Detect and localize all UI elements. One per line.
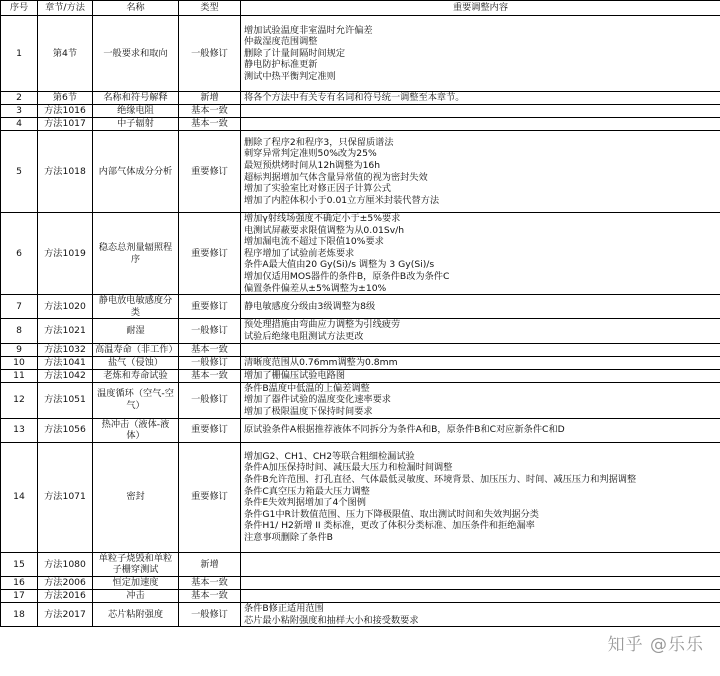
cell-method: 方法1042 <box>38 369 93 382</box>
cell-method: 方法1021 <box>38 319 93 343</box>
table-row <box>1 118 720 131</box>
cell-type: 重要修订 <box>179 295 241 319</box>
content-line: 注意事项删除了条件B <box>244 532 333 543</box>
header-type: 类型 <box>179 1 241 16</box>
watermark: 知乎 @乐乐 <box>607 635 704 655</box>
content-line: 程序增加了试验前老炼要求 <box>244 247 355 259</box>
content-line: 增加了实验室比对修正因子计算公式 <box>244 183 391 195</box>
content-line: 电测试屏蔽要求限值调整为从0.01Sv/h <box>244 224 405 236</box>
table-row <box>1 418 720 442</box>
cell-type: 重要修订 <box>179 213 241 295</box>
header-no: 序号 <box>1 1 38 16</box>
cell-content <box>241 118 720 131</box>
cell-type: 一般修订 <box>179 382 241 418</box>
cell-method: 第6节 <box>38 92 93 105</box>
cell-content <box>241 213 720 295</box>
cell-method: 方法2016 <box>38 589 93 602</box>
cell-content <box>241 576 720 589</box>
cell-no: 3 <box>1 105 38 118</box>
table-row <box>1 131 720 213</box>
content-line: 条件E失效判据增加了4个图例 <box>244 497 366 509</box>
cell-name: 静电放电敏感度分类 <box>93 295 179 319</box>
cell-type: 基本一致 <box>179 576 241 589</box>
cell-name: 老炼和寿命试验 <box>93 369 179 382</box>
content-line: 测试中热平衡判定准则 <box>244 70 336 82</box>
cell-name: 热冲击（液体-液体） <box>93 418 179 442</box>
cell-content <box>241 295 720 319</box>
content-line: 增加了内腔体积小于0.01立方厘米封装代替方法 <box>244 194 440 206</box>
cell-type: 基本一致 <box>179 369 241 382</box>
content-line: 增加G2、CH1、CH2等联合粗细检漏试验 <box>244 450 415 462</box>
cell-name: 耐湿 <box>93 319 179 343</box>
cell-no: 6 <box>1 213 38 295</box>
cell-type: 一般修订 <box>179 319 241 343</box>
cell-name: 绝缘电阻 <box>93 105 179 118</box>
cell-no: 7 <box>1 295 38 319</box>
cell-content <box>241 382 720 418</box>
table-row <box>1 16 720 92</box>
cell-name: 内部气体成分分析 <box>93 131 179 213</box>
cell-method: 方法1020 <box>38 295 93 319</box>
cell-method: 方法1051 <box>38 382 93 418</box>
content-line: 条件H1/ H2新增 II 类标准，更改了体积分类标准、加压条件和拒绝漏率 <box>244 520 535 532</box>
content-line: 条件A最大值由20 Gy(Si)/s 调整为 3 Gy(Si)/s <box>244 259 435 271</box>
content-line: 条件B温度中低温的上偏差调整 <box>244 382 370 394</box>
content-line: 条件A加压保持时间、减压最大压力和检漏时间调整 <box>244 462 453 474</box>
cell-type: 一般修订 <box>179 602 241 626</box>
cell-name: 稳态总剂量辐照程序 <box>93 213 179 295</box>
cell-type: 新增 <box>179 92 241 105</box>
cell-method: 方法1032 <box>38 343 93 356</box>
cell-method: 方法1017 <box>38 118 93 131</box>
content-line: 静电敏感度分级由3级调整为8级 <box>244 300 376 312</box>
cell-name: 名称和符号解释 <box>93 92 179 105</box>
cell-content <box>241 105 720 118</box>
table-row <box>1 369 720 382</box>
table-row <box>1 343 720 356</box>
content-line: 增加漏电流不超过下限值10%要求 <box>244 236 384 248</box>
cell-content <box>241 16 720 92</box>
cell-method: 方法1019 <box>38 213 93 295</box>
cell-content <box>241 92 720 105</box>
content-line: 增加γ射线场强度不确定小于±5%要求 <box>244 213 401 224</box>
content-line: 条件C真空压力箱最大压力调整 <box>244 485 370 497</box>
cell-no: 1 <box>1 16 38 92</box>
cell-no: 16 <box>1 576 38 589</box>
cell-no: 9 <box>1 343 38 356</box>
header-method: 章节/方法 <box>38 1 93 16</box>
cell-name: 冲击 <box>93 589 179 602</box>
content-line: 将各个方法中有关专有名词和符号统一调整至本章节。 <box>244 92 465 104</box>
table-row <box>1 576 720 589</box>
cell-content <box>241 602 720 626</box>
cell-no: 2 <box>1 92 38 105</box>
cell-name: 密封 <box>93 442 179 552</box>
content-line: 原试验条件A根据推荐液体不同拆分为条件A和B，原条件B和C对应新条件C和D <box>244 424 565 436</box>
cell-type: 一般修订 <box>179 16 241 92</box>
cell-no: 8 <box>1 319 38 343</box>
content-line: 条件B允许范围、打孔直径、气体最低灵敏度、环境背景、加压压力、时间、减压压力和判据调整 <box>244 474 637 486</box>
table-row <box>1 105 720 118</box>
cell-no: 5 <box>1 131 38 213</box>
content-line: 清晰度范围从0.76mm调整为0.8mm <box>244 356 398 368</box>
cell-method: 方法1016 <box>38 105 93 118</box>
cell-content <box>241 319 720 343</box>
cell-type: 基本一致 <box>179 343 241 356</box>
header-content: 重要调整内容 <box>241 1 720 16</box>
content-line: 刺穿异常判定准则50%改为25% <box>244 148 377 160</box>
cell-name: 中子辐射 <box>93 118 179 131</box>
cell-type: 新增 <box>179 552 241 576</box>
cell-method: 方法1041 <box>38 356 93 369</box>
cell-method: 方法1056 <box>38 418 93 442</box>
cell-no: 14 <box>1 442 38 552</box>
content-line: 增加仅适用MOS器件的条件B，原条件B改为条件C <box>244 270 450 282</box>
cell-content <box>241 589 720 602</box>
cell-content <box>241 356 720 369</box>
cell-name: 温度循环（空气-空气） <box>93 382 179 418</box>
table-row <box>1 92 720 105</box>
cell-type: 基本一致 <box>179 589 241 602</box>
table-row <box>1 295 720 319</box>
table-row <box>1 319 720 343</box>
cell-method: 方法1018 <box>38 131 93 213</box>
content-line: 仲裁湿度范围调整 <box>244 36 318 48</box>
cell-content <box>241 418 720 442</box>
table-row <box>1 442 720 552</box>
cell-name: 盐气（侵蚀） <box>93 356 179 369</box>
cell-content <box>241 343 720 356</box>
cell-no: 17 <box>1 589 38 602</box>
cell-method: 方法2017 <box>38 602 93 626</box>
table-row <box>1 382 720 418</box>
content-line: 增加了器件试验的温度变化速率要求 <box>244 394 391 406</box>
cell-no: 15 <box>1 552 38 576</box>
cell-no: 10 <box>1 356 38 369</box>
content-line: 静电防护标准更新 <box>244 59 318 71</box>
cell-content <box>241 369 720 382</box>
cell-type: 一般修订 <box>179 356 241 369</box>
cell-type: 重要修订 <box>179 131 241 213</box>
table-row <box>1 213 720 295</box>
cell-name: 芯片粘附强度 <box>93 602 179 626</box>
cell-name: 单粒子烧毁和单粒子栅穿测试 <box>93 552 179 576</box>
content-line: 芯片最小粘附强度和抽样大小和接受数要求 <box>244 614 419 626</box>
cell-name: 高温寿命（非工作） <box>93 343 179 356</box>
content-line: 超标判据增加气体含量异常值的视为密封失效 <box>244 171 428 183</box>
table-header-row <box>1 1 720 16</box>
table-row <box>1 602 720 626</box>
content-line: 预处理措施由弯曲应力调整为引线疲劳 <box>244 319 401 331</box>
cell-name: 恒定加速度 <box>93 576 179 589</box>
header-name: 名称 <box>93 1 179 16</box>
content-line: 条件B修正适用范围 <box>244 602 324 614</box>
table-row <box>1 589 720 602</box>
cell-no: 12 <box>1 382 38 418</box>
cell-type: 基本一致 <box>179 118 241 131</box>
cell-type: 基本一致 <box>179 105 241 118</box>
cell-content <box>241 131 720 213</box>
cell-method: 方法1071 <box>38 442 93 552</box>
content-line: 条件G1中R计数值范围、压力下降极限值、取出测试时间和失效判据分类 <box>244 508 539 520</box>
content-line: 增加了极限温度下保持时间要求 <box>244 405 373 417</box>
content-line: 试验后绝缘电阻测试方法更改 <box>244 330 364 342</box>
content-line: 删除了计量间隔时间规定 <box>244 47 346 59</box>
cell-method: 第4节 <box>38 16 93 92</box>
cell-content <box>241 442 720 552</box>
cell-content <box>241 552 720 576</box>
content-line: 增加了栅偏压试验电路图 <box>244 369 346 381</box>
cell-no: 11 <box>1 369 38 382</box>
cell-type: 重要修订 <box>179 442 241 552</box>
content-line: 最短预烘烤时间从12h调整为16h <box>244 159 381 171</box>
content-line: 删除了程序2和程序3，只保留质谱法 <box>244 136 394 148</box>
content-line: 偏置条件偏差从±5%调整为±10% <box>244 282 387 294</box>
cell-no: 18 <box>1 602 38 626</box>
cell-type: 重要修订 <box>179 418 241 442</box>
table-row <box>1 356 720 369</box>
cell-method: 方法1080 <box>38 552 93 576</box>
cell-name: 一般要求和取向 <box>93 16 179 92</box>
table-row <box>1 552 720 576</box>
cell-no: 13 <box>1 418 38 442</box>
content-line: 增加试验温度非室温时允许偏差 <box>244 24 373 36</box>
cell-no: 4 <box>1 118 38 131</box>
table-body <box>1 16 720 627</box>
cell-method: 方法2006 <box>38 576 93 589</box>
